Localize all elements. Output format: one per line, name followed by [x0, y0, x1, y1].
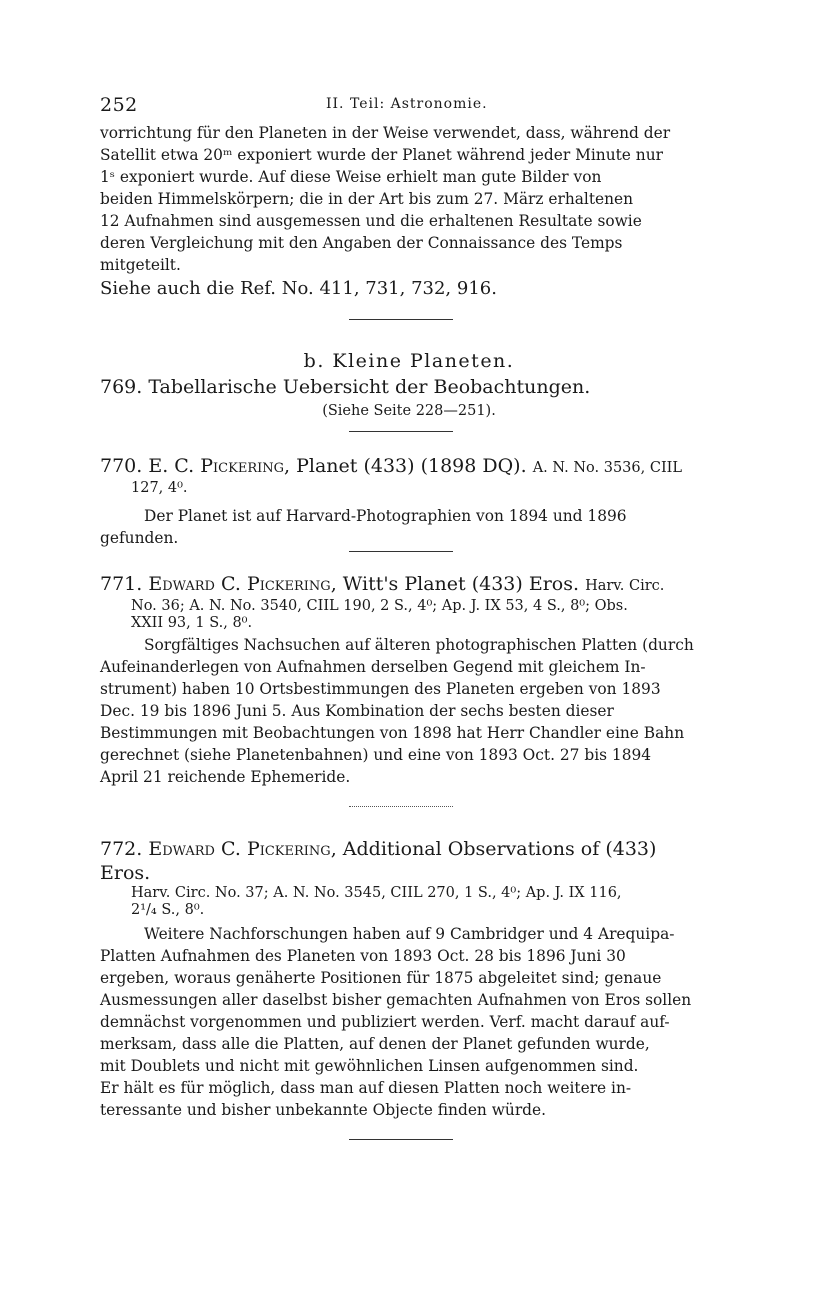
entry-reference-continued: XXII 93, 1 S., 8⁰. [131, 615, 253, 631]
entry-770-heading [100, 454, 710, 480]
entry-771 [100, 572, 710, 788]
entry-author: E. C. Pickering, [148, 455, 291, 477]
text-line: 12 Aufnahmen sind ausgemessen und die erhaltenen Resultate sowie [100, 212, 642, 230]
entry-title: Planet (433) (1898 DQ). [296, 455, 527, 477]
entry-reference-continued: Harv. Circ. No. 37; A. N. No. 3545, CIIL 270, 1 S., 4⁰; Ap. J. IX 116, [131, 885, 622, 901]
entry-author: Edward C. Pickering, [148, 573, 337, 595]
text-line: Satellit etwa 20ᵐ exponiert wurde der Planet während jeder Minute nur [100, 146, 663, 164]
section-divider [349, 1139, 453, 1140]
entry-reference: A. N. No. 3536, CIIL [532, 460, 683, 476]
intro-paragraph [100, 122, 710, 276]
entry-title: Additional Observations of (433) Eros. [100, 838, 657, 884]
page [100, 88, 710, 1140]
entry-772-heading [100, 837, 710, 885]
entry-number: 771. [100, 573, 143, 595]
section-heading: b. Kleine Planeten. [303, 350, 515, 372]
entry-reference-continued: No. 36; A. N. No. 3540, CIIL 190, 2 S., 4⁰; Ap. J. IX 53, 4 S., 8⁰; Obs. [131, 598, 628, 614]
entry-author: Edward C. Pickering, [148, 838, 337, 860]
text-line: Der Planet ist auf Harvard-Photographien von 1894 und 1896 [144, 507, 627, 525]
text-line: gerechnet (siehe Planetenbahnen) und eine von 1893 Oct. 27 bis 1894 [100, 746, 652, 764]
text-line: demnächst vorgenommen und publiziert werden. Verf. macht darauf auf- [100, 1013, 670, 1031]
entry-reference-continued: 127, 4⁰. [131, 480, 188, 496]
text-line: deren Vergleichung mit den Angaben der Connaissance des Temps [100, 234, 623, 252]
entry-771-heading [100, 572, 710, 598]
text-line: beiden Himmelskörpern; die in der Art bis zum 27. März erhaltenen [100, 190, 634, 208]
text-line: Er hält es für möglich, dass man auf diesen Platten noch weitere in- [100, 1079, 632, 1097]
text-line: ergeben, woraus genäherte Positionen für 1875 abgeleitet sind; genaue [100, 969, 662, 987]
see-also-references: Siehe auch die Ref. No. 411, 731, 732, 916. [100, 278, 497, 299]
entry-number: 770. [100, 455, 143, 477]
text-line: 1ˢ exponiert wurde. Auf diese Weise erhielt man gute Bilder von [100, 168, 602, 186]
entry-770 [100, 454, 710, 549]
text-line: teressante und bisher unbekannte Objecte finden würde. [100, 1101, 547, 1119]
entry-title: Witt's Planet (433) Eros. [342, 573, 580, 595]
text-line: merksam, dass alle die Platten, auf denen der Planet gefunden wurde, [100, 1035, 650, 1053]
entry-769-note: (Siehe Seite 228—251). [322, 403, 496, 419]
text-line: gefunden. [100, 529, 179, 547]
page-number: 252 [100, 94, 138, 116]
entry-reference-continued: 2¹/₄ S., 8⁰. [131, 902, 205, 918]
text-line: Platten Aufnahmen des Planeten von 1893 Oct. 28 bis 1896 Juni 30 [100, 947, 626, 965]
entry-769-title: 769. Tabellarische Uebersicht der Beobachtungen. [100, 376, 591, 398]
text-line: mitgeteilt. [100, 256, 181, 274]
text-line: Sorgfältiges Nachsuchen auf älteren photographischen Platten (durch [144, 636, 694, 654]
page-header [100, 88, 710, 122]
entry-number: 772. [100, 838, 143, 860]
text-line: Dec. 19 bis 1896 Juni 5. Aus Kombination der sechs besten dieser [100, 702, 614, 720]
text-line: Bestimmungen mit Beobachtungen von 1898 hat Herr Chandler eine Bahn [100, 724, 685, 742]
text-line: Aufeinanderlegen von Aufnahmen derselben Gegend mit gleichem In- [100, 658, 646, 676]
text-line: strument) haben 10 Ortsbestimmungen des Planeten ergeben von 1893 [100, 680, 661, 698]
text-line: April 21 reichende Ephemeride. [100, 768, 351, 786]
running-title: II. Teil: Astronomie. [326, 96, 488, 112]
entry-772 [100, 837, 710, 1121]
text-line: vorrichtung für den Planeten in der Weise verwendet, dass, während der [100, 124, 671, 142]
text-line: Ausmessungen aller daselbst bisher gemachten Aufnahmen von Eros sollen [100, 991, 692, 1009]
entry-reference: Harv. Circ. [585, 578, 665, 594]
text-line: Weitere Nachforschungen haben auf 9 Cambridger und 4 Arequipa- [144, 925, 675, 943]
text-line: mit Doublets und nicht mit gewöhnlichen Linsen aufgenommen sind. [100, 1057, 639, 1075]
